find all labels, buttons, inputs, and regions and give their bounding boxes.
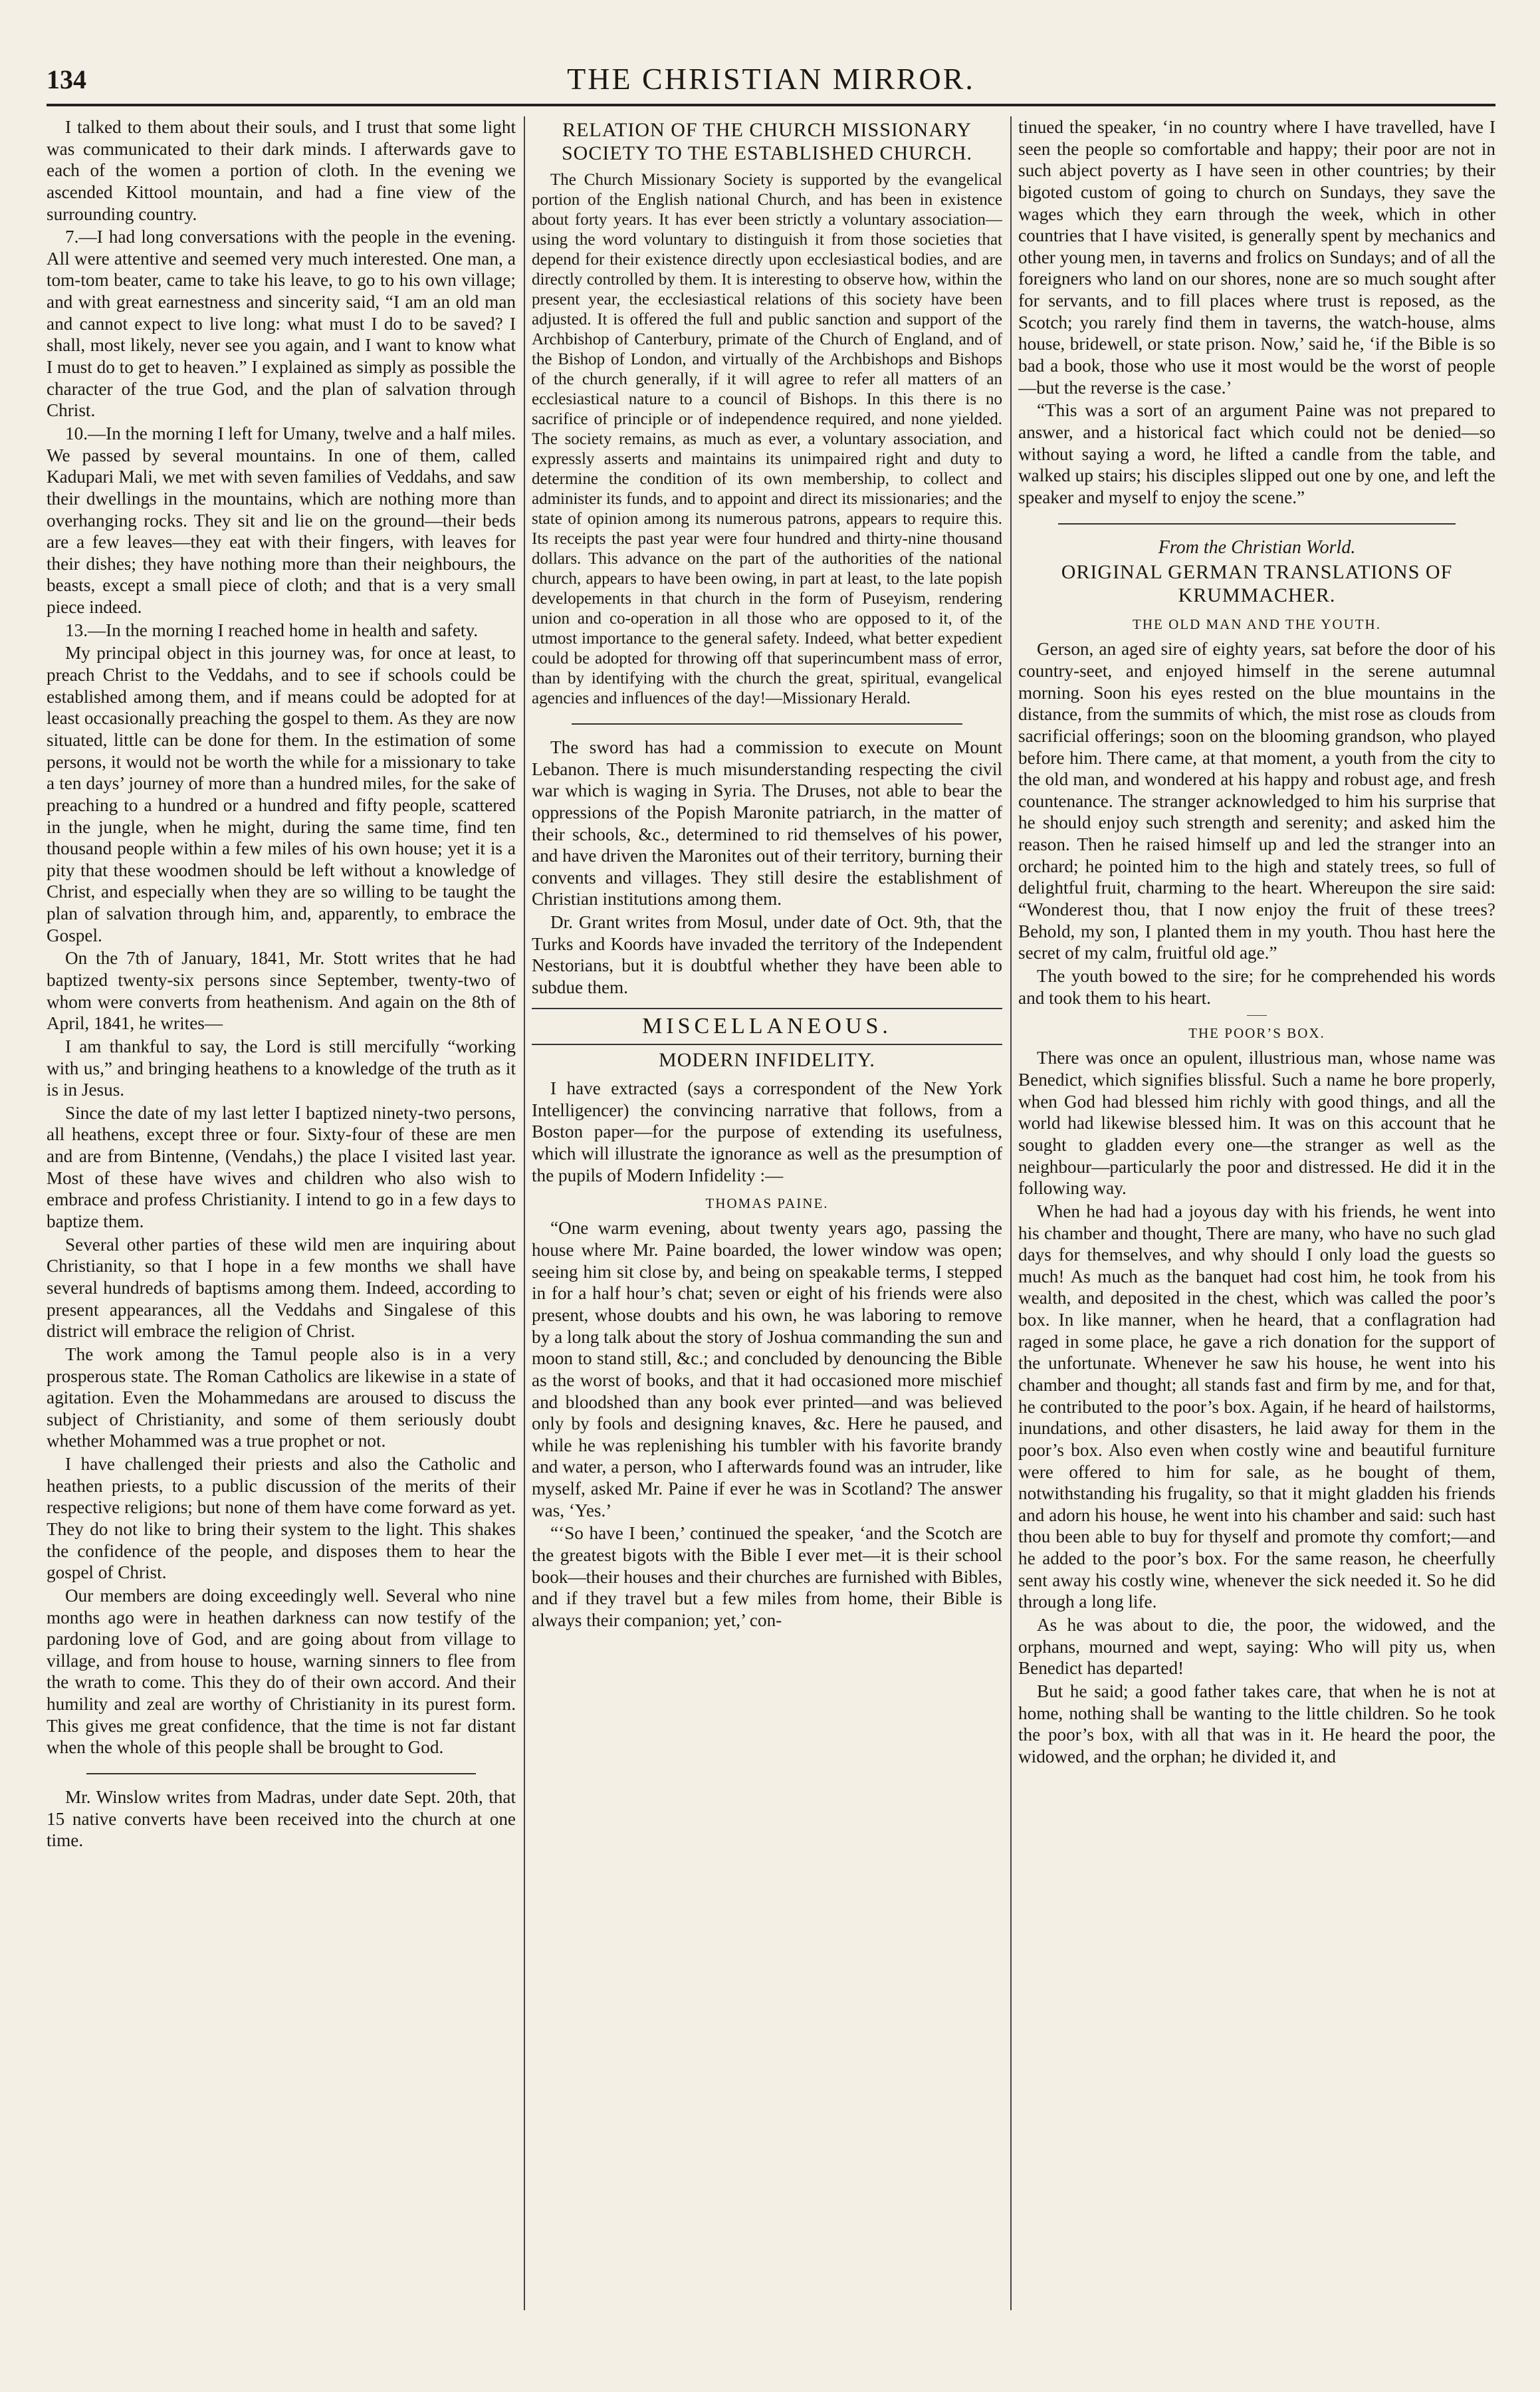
article-heading-krummacher: ORIGINAL GERMAN TRANSLATIONS OF KRUMMACHER. (1061, 561, 1453, 606)
source-line: From the Christian World. (1158, 537, 1356, 558)
column-divider (1010, 116, 1012, 2310)
paragraph: Dr. Grant writes from Mosul, under date of Oct. 9th, that the Turks and Koords have invaded the territory of the Independent Nestorians, but it is doubtful whether they have been able to subdue them. (532, 912, 1002, 998)
subheading-old-man-youth: THE OLD MAN AND THE YOUTH. (1133, 616, 1381, 633)
paragraph: On the 7th of January, 1841, Mr. Stott writes that he had baptized twenty-six persons since September, twenty-two of whom were converts from heathenism. And again on the 8th of April, 1841, he writes— (47, 948, 516, 1034)
paragraph: 10.—In the morning I left for Umany, twelve and a half miles. We passed by several mountains. In one of them, called Kadupari Mali, we met with seven families of Veddahs, and saw their dwellings in the mountains, which are nothing more than overhanging rocks. They sit and lie on the ground—their beds are a few leaves—they eat with their fingers, with leaves for their dishes; they have nothing more than their neighbours, the beasts, except a small piece of cloth; and that is a very small piece indeed. (47, 423, 516, 618)
subheading-poors-box: THE POOR’S BOX. (1188, 1025, 1325, 1042)
paragraph: As he was about to die, the poor, the widowed, and the orphans, mourned and wept, saying: Who will pity us, when Benedict has departed! (1018, 1615, 1495, 1679)
paragraph: “‘So have I been,’ continued the speaker, ‘and the Scotch are the greatest bigots with the Bible I ever met—it is their school book—their houses and their churches are furnished with Bibles, and if they travel but a few miles from home, their Bible is always their companion; yet,’ con- (532, 1523, 1002, 1630)
paragraph: There was once an opulent, illustrious man, whose name was Benedict, which signifies blissful. Such a name he bore properly, when God had blessed him richly with good things, and all the world had likewise blessed him. It was on this account that he sought to gladden every one—the stranger as well as the neighbour—particularly the poor and distressed. He did it in the following way. (1018, 1048, 1495, 1199)
article-heading-church-missionary: RELATION OF THE CHURCH MISSIONARY SOCIETY TO THE ESTABLISHED CHURCH. (561, 119, 973, 164)
paragraph: But he said; a good father takes care, that when he is not at home, nothing shall be wanting to the little children. So he took the poor’s box, with all that was in it. He heard the poor, the widowed, and the orphan; he divided it, and (1018, 1681, 1495, 1766)
paragraph: The sword has had a commission to execute on Mount Lebanon. There is much misunderstanding respecting the civil war which is waging in Syria. The Druses, not able to bear the oppressions of the Popish Maronite patriarch, in the matter of their schools, &c., determined to rid themselves of his power, and have driven the Maronites out of their territory, burning their convents and villages. They still desire the establishment of Christian institutions among them. (532, 737, 1002, 909)
paragraph: “This was a sort of an argument Paine was not prepared to answer, and a historical fact which could not be denied—so without saying a word, he lifted a candle from the table, and walked up stairs; his disciples slipped out one by one, and left the speaker and myself to enjoy the scene.” (1018, 400, 1495, 507)
paragraph: 7.—I had long conversations with the people in the evening. All were attentive and seemed very much interested. One man, a tom-tom beater, came to take his leave, to go to his own village; and with great earnestness and sincerity said, “I am an old man and cannot expect to live long: what must I do to be saved? I shall, most likely, never see you again, and I want to know what I must do to get to heaven.” I explained as simply as possible the character of the true God, and the plan of salvation through Christ. (47, 227, 516, 421)
article-heading-modern-infidelity: MODERN INFIDELITY. (659, 1049, 875, 1072)
paragraph: 13.—In the morning I reached home in health and safety. (65, 620, 479, 640)
paragraph: When he had had a joyous day with his friends, he went into his chamber and thought, There are many, who have no such glad days for themselves, and why should I only load the guests so much! As much as the banquet had cost him, he took from his wealth, and deposited in the chest, which was called the poor’s box. In like manner, when he heard, that a conflagration had raged in some place, he gave a rich donation for the support of the unfortunate. Whenever he saw his house, he went into his chamber and thought; all stands fast and firm by me, and for that, he contributed to the poor’s box. Again, if he heard of hailstorms, inundations, and other disasters, he laid away for them in the poor’s box. Also even when costly wine and beautiful furniture were offered to him for sale, as he bought of them, notwithstanding his frugality, so that it might gladden his friends and adorn his house, he went into his chamber and said: such hast thou been able to buy for thyself and promote thy comfort;—and he added to the poor’s box. For the same reason, he cheerfully sent away his costly wine, whenever the sick needed it. So he did through a long life. (1018, 1201, 1495, 1612)
paragraph: My principal object in this journey was, for once at least, to preach Christ to the Veddahs, and to see if schools could be established among them, and if means could be adopted for at least occasionally preaching the gospel to them. As they are now situated, little can be done for them. In the estimation of some persons, it would not be worth the while for a missionary to take a ten days’ journey of more than a hundred miles, for the sake of preaching to a hundred or a hundred and fifty people, scattered in the jungle, when he might, during the same time, find ten thousand people within a few miles of his own house; yet it is a pity that these woodmen should be left without a knowledge of Christ, and especially when they are so willing to be taught the plan of salvation through him, and, apparently, to embrace the Gospel. (47, 643, 516, 945)
paragraph: Gerson, an aged sire of eighty years, sat before the door of his country-seet, and enjoyed himself in the serene autumnal morning. Soon his eyes rested on the blue mountains in the distance, from the summits of which, the mist rose as clouds from sacrificial offerings; soon on the blooming grandson, who played before him. There came, at that moment, a youth from the city to the old man, and wondered at his happy and robust age, and fresh countenance. The stranger acknowledged to him his surprise that he should enjoy such strength and serenity; and asked him the reason. Then he raised himself up and led the stranger into an orchard; he pointed him to the high and stately trees, so full of delightful fruit, charming to the heart. Whereupon the sire said: “Wonderest thou, that I now enjoy the fruit of these trees? Behold, my son, I planted them in my youth. Thou hast here the secret of my calm, fruitful old age.” (1018, 639, 1495, 963)
paragraph-continuation: tinued the speaker, ‘in no country where I have travelled, have I seen the people so comfortable and happy; their poor are not in such abject poverty as I have seen in other countries; by their bigoted custom of going to church on Sundays, they save the wages which they earn through the week, which in other countries that I have visited, is generally spent by mechanics and other young men, in taverns and frolics on Sundays; and of all the foreigners who land on our shores, none are so much sought after for servants, and to fill places where trust is reposed, as the Scotch; you rarely find them in taverns, the watch-house, alms house, bridewell, or state prison. Now,’ said he, ‘if the Bible is so bad a book, those who use it most would be the worst of people—but the reverse is the case.’ (1018, 117, 1495, 398)
section-rule (1058, 523, 1456, 525)
column-2 (532, 116, 1002, 2310)
paragraph: The youth bowed to the sire; for he comprehended his words and took them to his heart. (1018, 965, 1495, 1008)
column-3 (1018, 116, 1495, 2310)
column-divider (524, 116, 525, 2310)
masthead-title: THE CHRISTIAN MIRROR. (567, 62, 975, 96)
paragraph: Our members are doing exceedingly well. Several who nine months ago were in heathen darkness can now testify of the pardoning love of God, and are going about from village to village, and from house to house, warning sinners to flee from the wrath to come. This they do of their own accord. And their humility and zeal are worthy of Christianity in its purest form. This gives me great confidence, that the time is not far distant when the whole of this people shall be brought to God. (47, 1585, 516, 1758)
paragraph: I am thankful to say, the Lord is still mercifully “working with us,” and bringing heathens to a knowledge of the truth as it is in Jesus. (47, 1036, 516, 1100)
paragraph: The work among the Tamul people also is in a very prosperous state. The Roman Catholics are likewise in a state of agitation. Even the Mohammedans are aroused to discuss the subject of Christianity, and some of them seriously doubt whether Mohammed was a true prophet or not. (47, 1344, 516, 1451)
section-rule (572, 723, 962, 725)
page-number: 134 (47, 64, 86, 94)
paragraph: Since the date of my last letter I baptized ninety-two persons, all heathens, except three or four. Sixty-four of these are men and are from Bintenne, (Vendahs,) the place I visited last year. Most of these have wives and children who also wish to embrace and profess Christianity. I intend to go in a few days to baptize them. (47, 1102, 516, 1232)
article-body: The Church Missionary Society is supported by the evangelical portion of the English national Church, and has been in existence about forty years. It has ever been strictly a voluntary association—using the word voluntary to distinguish it from those societies that depend for their existence directly upon ecclesiastical bodies, and are directly controlled by them. It is interesting to observe how, within the present year, the ecclesiastical relations of this society have been adjusted. It is offered the full and public sanction and support of the Archbishop of Canterbury, primate of the Church of England, and of the Bishop of London, and virtually of the Archbishops and Bishops of the church generally, if it will agree to refer all matters of an ecclesiastical nature to a council of Bishops. In this there is no sacrifice of principle or of independence required, and none yielded. The society remains, as much as ever, a voluntary association, and expressly asserts and maintains its unimpaired right and duty to determine the condition of its own membership, to collect and administer its funds, and to appoint and direct its missionaries; and the state of opinion among its numerous patrons, appears to require this. Its receipts the past year were four hundred and thirty-nine thousand dollars. This advance on the part of the authorities of the national church, appears to have been owing, in part at least, to the late popish developements in that church in the form of Puseyism, rendering union and co-operation in all those who are opposed to it, of the utmost importance to the general safety. Indeed, what better expedient could be adopted for throwing off that superincumbent mass of error, than by identifying with the church the great, spiritual, evangelical agencies and influences of the day!—Missionary Herald. (532, 171, 1002, 707)
section-heading-miscellaneous: MISCELLANEOUS. (532, 1008, 1002, 1046)
paragraph: I have extracted (says a correspondent of the New York Intelligencer) the convincing narrative that follows, from a Boston paper—for the purpose of extending its usefulness, which will illustrate the ignorance as well as the presumption of the pupils of Modern Infidelity :— (532, 1078, 1002, 1185)
paragraph: Several other parties of these wild men are inquiring about Christianity, so that I hope in a few months we shall have several hundreds of baptisms among them. Indeed, according to present appearances, all the Veddahs and Singalese of this district will embrace the religion of Christ. (47, 1234, 516, 1342)
paragraph: I talked to them about their souls, and I trust that some light was communicated to their dark minds. I afterwards gave to each of the women a portion of cloth. In the evening we ascended Kittool mountain, and had a fine view of the surrounding country. (47, 117, 516, 224)
column-1 (47, 116, 516, 2310)
paragraph: I have challenged their priests and also the Catholic and heathen priests, to a public discussion of the merits of their respective religions; but none of them have come forward as yet. They do not like to bring their system to the light. This shakes the confidence of the people, and disposes them to hear the gospel of Christ. (47, 1454, 516, 1583)
paragraph: “One warm evening, about twenty years ago, passing the house where Mr. Paine boarded, the lower window was open; seeing him sit close by, and being on speakable terms, I stepped in for a half hour’s chat; seven or eight of his friends were also present, whose doubts and his own, he was laboring to remove by a long talk about the story of Joshua commanding the sun and moon to stand still, &c.; and concluded by denouncing the Bible as the worst of books, and that it had occasioned more mischief and bloodshed than any book ever printed—and was believed only by fools and designing knaves, &c. Here he paused, and while he was replenishing his tumbler with his favorite brandy and water, a person, who I afterwards found was an intruder, like myself, asked Mr. Paine if ever he was in Scotland? The answer was, ‘Yes.’ (532, 1218, 1002, 1520)
subheading-thomas-paine: THOMAS PAINE. (705, 1195, 829, 1212)
news-item-winslow: Mr. Winslow writes from Madras, under date Sept. 20th, that 15 native converts have been received into the church at one time. (47, 1787, 516, 1851)
small-rule (1247, 1015, 1267, 1016)
section-rule (86, 1773, 476, 1774)
page-header (47, 55, 1495, 106)
